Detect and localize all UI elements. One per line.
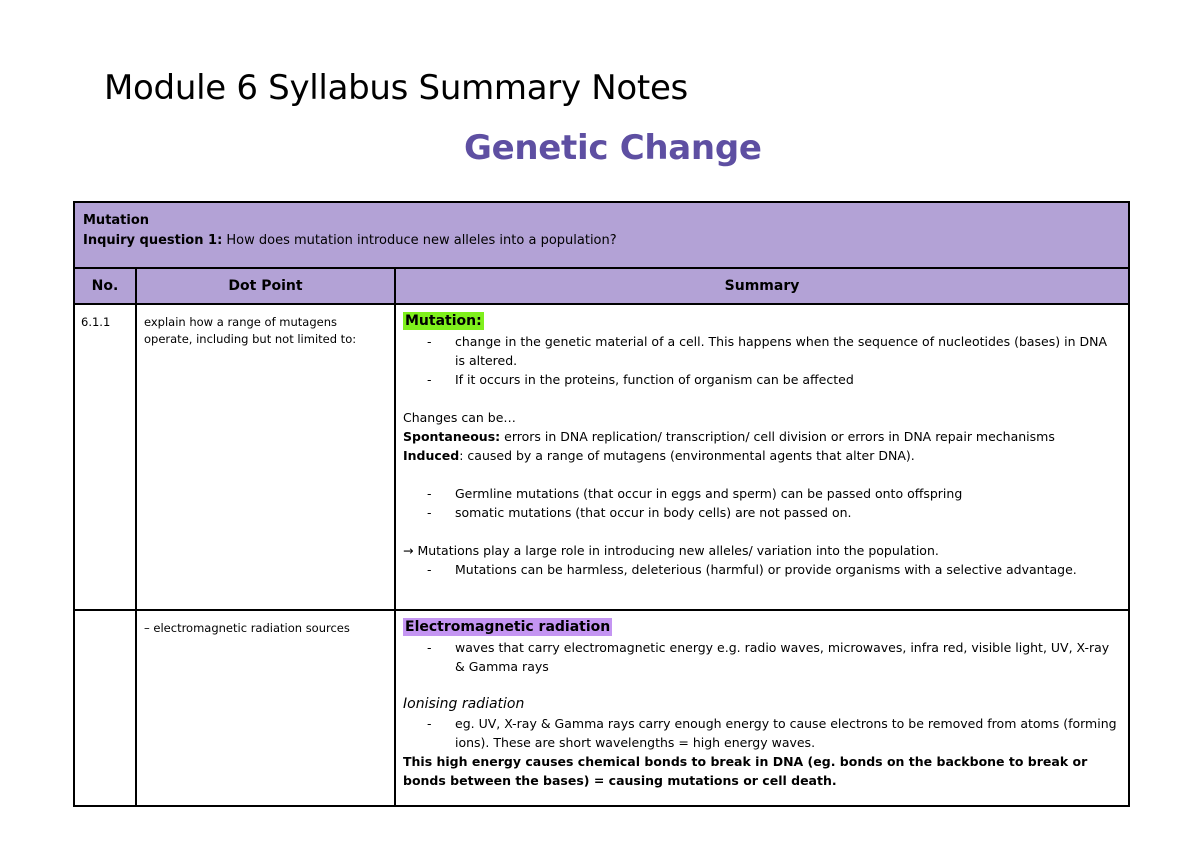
list-item: - Mutations can be harmless, deleterious (harmful) or provide organisms with a selective advantage.: [427, 562, 1077, 577]
list-item: - change in the genetic material of a cell. This happens when the sequence of nucleotides (bases) in DNA is altered.: [427, 334, 1108, 368]
row-number: 6.1.1: [74, 304, 136, 610]
dot-point: – electromagnetic radiation sources: [136, 610, 395, 806]
column-header-no: No.: [74, 268, 136, 304]
list-item: - If it occurs in the proteins, function of organism can be affected: [427, 372, 854, 387]
column-header-row: [74, 268, 1129, 304]
page-subtitle: Genetic Change: [464, 128, 762, 168]
inquiry-question: How does mutation introduce new alleles into a population?: [222, 233, 617, 248]
summary-subheading: Ionising radiation: [403, 696, 525, 712]
table-row: [74, 610, 1129, 806]
column-header-summary: Summary: [395, 268, 1129, 304]
summary-heading: Mutation:: [405, 313, 482, 329]
list-item: - Germline mutations (that occur in eggs and sperm) can be passed onto offspring: [427, 486, 963, 501]
page-title: Module 6 Syllabus Summary Notes: [104, 68, 688, 108]
arrow-text: → Mutations play a large role in introducing new alleles/ variation into the population.: [403, 543, 939, 558]
syllabus-table: [73, 201, 1130, 807]
table-header-row: [74, 202, 1129, 268]
summary-heading: Electromagnetic radiation: [405, 619, 611, 635]
summary-cell: [395, 304, 1129, 610]
dot-point: explain how a range of mutagens operate, including but not limited to:: [136, 304, 395, 610]
bold-statement: This high energy causes chemical bonds to break in DNA (eg. bonds on the backbone to break or bonds between the bases) = causing mutations or cell death.: [403, 754, 1088, 788]
list-item: - waves that carry electromagnetic energy e.g. radio waves, microwaves, infra red, visible light, UV, X-ray & Gamma rays: [427, 640, 1110, 674]
list-item: - somatic mutations (that occur in body cells) are not passed on.: [427, 505, 852, 520]
section-title: Mutation: [83, 213, 150, 228]
list-item: - eg. UV, X-ray & Gamma rays carry enough energy to cause electrons to be removed from atoms (forming ions). These are short wavelengths = high energy waves.: [427, 716, 1117, 750]
spontaneous-text: Spontaneous: errors in DNA replication/ transcription/ cell division or errors in DNA repair mechanisms: [403, 429, 1055, 444]
table-row: [74, 304, 1129, 610]
row-number: [74, 610, 136, 806]
changes-text: Changes can be…: [403, 410, 516, 425]
inquiry-label: Inquiry question 1:: [83, 233, 223, 248]
summary-cell: [395, 610, 1129, 806]
column-header-dot-point: Dot Point: [136, 268, 395, 304]
section-header: [74, 202, 1129, 268]
induced-text: Induced: caused by a range of mutagens (environmental agents that alter DNA).: [403, 448, 915, 463]
